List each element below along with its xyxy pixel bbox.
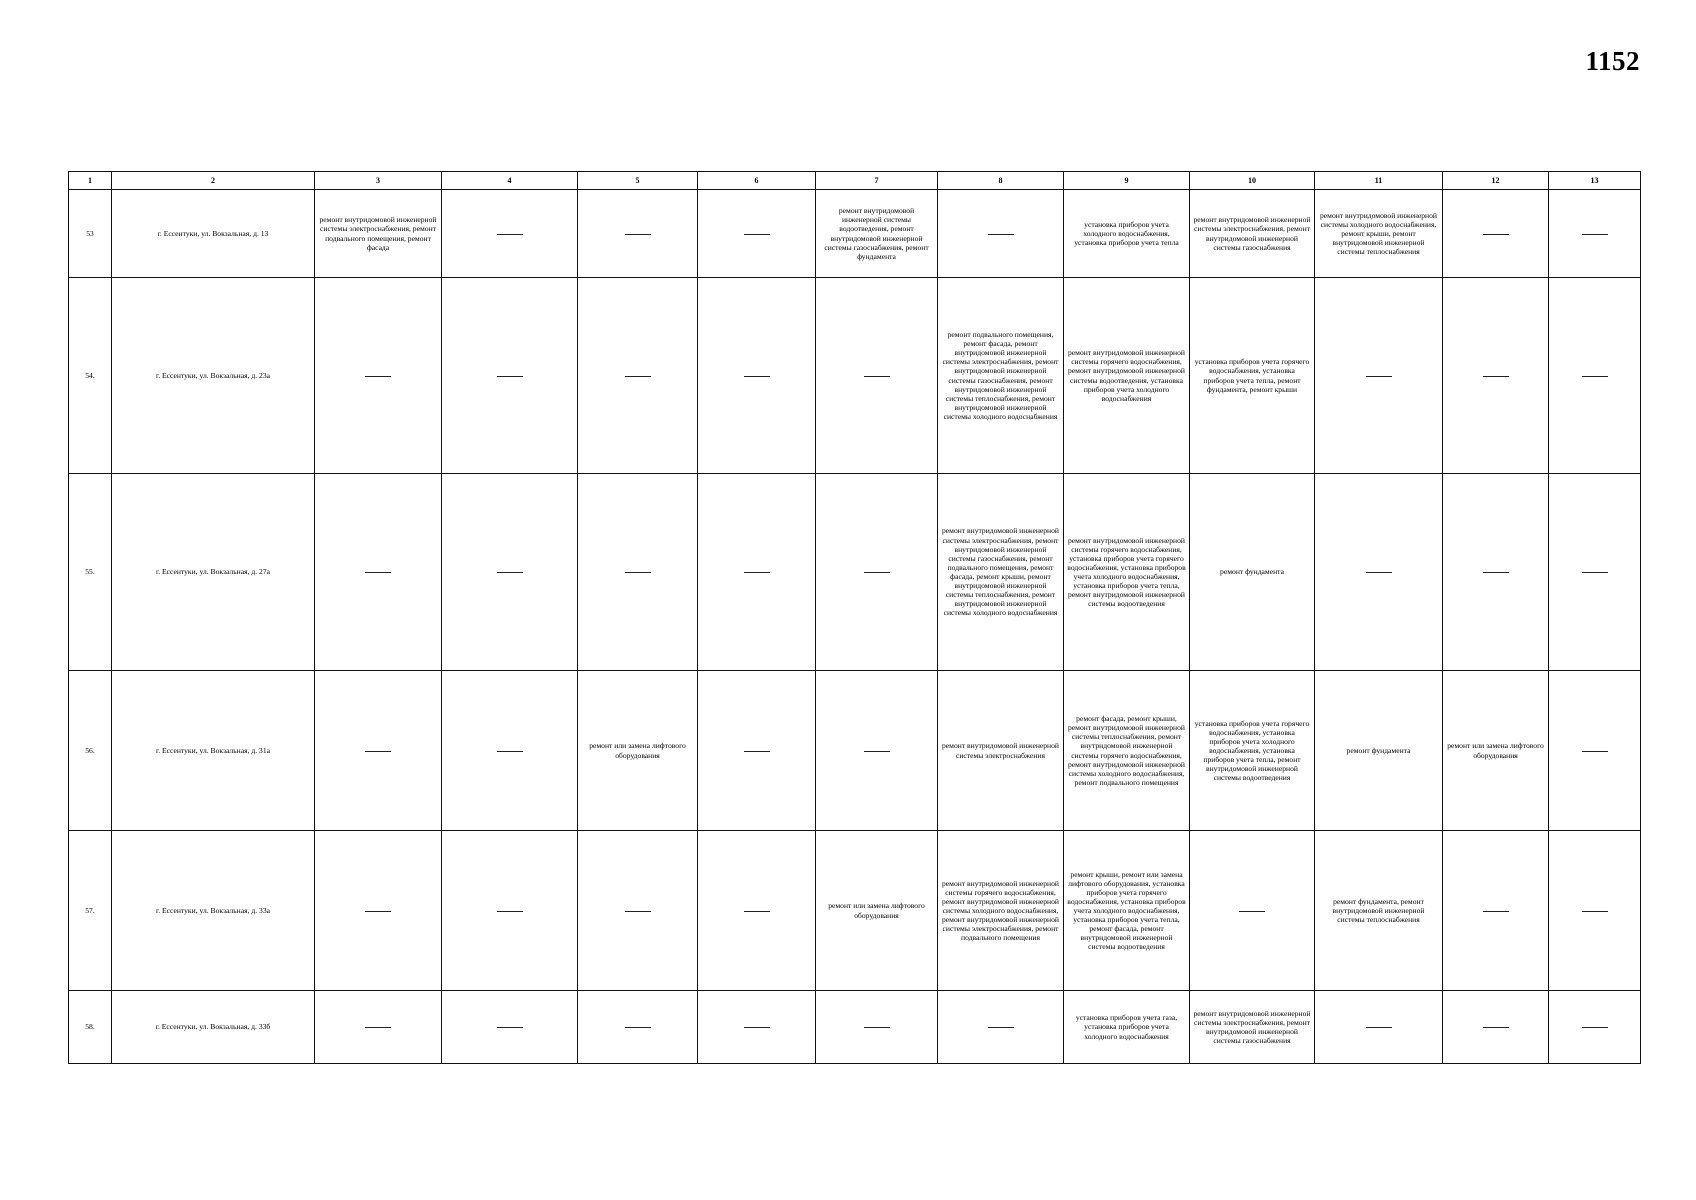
dash-mark — [744, 376, 770, 377]
work-cell: ремонт фасада, ремонт крыши, ремонт внутридомовой инженерной системы теплоснабжения, ремонт внутридомовой инженерной системы горячего водоснабжения, ремонт внутридомовой инженерной системы холодного водоснабжения, ремонт подвального помещения — [1064, 671, 1190, 831]
address-cell: г. Ессентуки, ул. Вокзальная, д. 33а — [112, 831, 315, 991]
dash-mark — [1582, 751, 1608, 752]
address-cell: г. Ессентуки, ул. Вокзальная, д. 33б — [112, 991, 315, 1064]
empty-cell — [315, 278, 442, 474]
dash-mark — [1366, 1027, 1392, 1028]
address-cell: г. Ессентуки, ул. Вокзальная, д. 13 — [112, 190, 315, 278]
table-row — [69, 991, 1641, 1064]
dash-mark — [1582, 376, 1608, 377]
empty-cell — [698, 190, 816, 278]
work-cell: ремонт крыши, ремонт или замена лифтового оборудования, установка приборов учета горячего водоснабжения, установка приборов учета холодного водоснабжения, установка приборов учета тепла, ремонт фасада, ремонт внутридомовой инженерной системы водоотведения — [1064, 831, 1190, 991]
dash-mark — [744, 234, 770, 235]
row-number: 55. — [69, 474, 112, 671]
dash-mark — [1366, 376, 1392, 377]
row-number: 54. — [69, 278, 112, 474]
empty-cell — [1315, 991, 1443, 1064]
dash-mark — [625, 234, 651, 235]
dash-mark — [1483, 376, 1509, 377]
table-row — [69, 190, 1641, 278]
dash-mark — [1582, 234, 1608, 235]
work-cell: установка приборов учета горячего водоснабжения, установка приборов учета холодного водоснабжения, установка приборов учета тепла, ремонт внутридомовой инженерной системы водоотведения — [1190, 671, 1315, 831]
column-header: 3 — [315, 172, 442, 190]
dash-mark — [625, 911, 651, 912]
column-header: 12 — [1443, 172, 1549, 190]
work-cell: ремонт подвального помещения, ремонт фасада, ремонт внутридомовой инженерной системы электроснабжения, ремонт внутридомовой инженерной системы газоснабжения, ремонт внутридомовой инженерной системы теплоснабжения, ремонт внутридомовой инженерной системы холодного водоснабжения — [938, 278, 1064, 474]
work-cell: установка приборов учета газа, установка приборов учета холодного водоснабжения — [1064, 991, 1190, 1064]
column-header: 4 — [442, 172, 578, 190]
page-number: 1152 — [1585, 46, 1640, 76]
work-cell: ремонт или замена лифтового оборудования — [578, 671, 698, 831]
dash-mark — [497, 572, 523, 573]
empty-cell — [938, 991, 1064, 1064]
empty-cell — [315, 474, 442, 671]
dash-mark — [864, 751, 890, 752]
work-cell: установка приборов учета холодного водоснабжения, установка приборов учета тепла — [1064, 190, 1190, 278]
dash-mark — [988, 234, 1014, 235]
dash-mark — [365, 751, 391, 752]
dash-mark — [744, 572, 770, 573]
dash-mark — [365, 572, 391, 573]
work-cell: ремонт внутридомовой инженерной системы электроснабжения, ремонт подвального помещения, ремонт фасада — [315, 190, 442, 278]
dash-mark — [864, 376, 890, 377]
empty-cell — [1443, 831, 1549, 991]
row-number: 57. — [69, 831, 112, 991]
dash-mark — [1483, 1027, 1509, 1028]
row-number: 56. — [69, 671, 112, 831]
empty-cell — [1190, 831, 1315, 991]
empty-cell — [578, 190, 698, 278]
empty-cell — [1443, 278, 1549, 474]
work-cell: ремонт внутридомовой инженерной системы холодного водоснабжения, ремонт крыши, ремонт внутридомовой инженерной системы теплоснабжения — [1315, 190, 1443, 278]
work-cell: ремонт внутридомовой инженерной системы горячего водоснабжения, ремонт внутридомовой инженерной системы водоотведения, установка приборов учета холодного водоснабжения — [1064, 278, 1190, 474]
row-number: 53 — [69, 190, 112, 278]
empty-cell — [315, 831, 442, 991]
empty-cell — [442, 190, 578, 278]
empty-cell — [1549, 474, 1641, 671]
work-cell: ремонт внутридомовой инженерной системы электроснабжения, ремонт внутридомовой инженерной системы газоснабжения — [1190, 190, 1315, 278]
empty-cell — [578, 474, 698, 671]
empty-cell — [1443, 991, 1549, 1064]
dash-mark — [497, 911, 523, 912]
work-cell: ремонт внутридомовой инженерной системы водоотведения, ремонт внутридомовой инженерной системы газоснабжения, ремонт фундамента — [816, 190, 938, 278]
dash-mark — [864, 572, 890, 573]
work-cell: ремонт внутридомовой инженерной системы горячего водоснабжения, ремонт внутридомовой инженерной системы холодного водоснабжения, ремонт внутридомовой инженерной системы электроснабжения, ремонт подвального помещения — [938, 831, 1064, 991]
empty-cell — [442, 474, 578, 671]
empty-cell — [816, 474, 938, 671]
empty-cell — [698, 278, 816, 474]
empty-cell — [1549, 190, 1641, 278]
dash-mark — [625, 376, 651, 377]
column-header: 5 — [578, 172, 698, 190]
column-header: 13 — [1549, 172, 1641, 190]
empty-cell — [1443, 190, 1549, 278]
table-row — [69, 474, 1641, 671]
column-header: 11 — [1315, 172, 1443, 190]
column-header: 7 — [816, 172, 938, 190]
address-cell: г. Ессентуки, ул. Вокзальная, д. 31а — [112, 671, 315, 831]
empty-cell — [816, 278, 938, 474]
work-cell: ремонт фундамента — [1315, 671, 1443, 831]
empty-cell — [698, 474, 816, 671]
dash-mark — [497, 1027, 523, 1028]
dash-mark — [497, 751, 523, 752]
dash-mark — [365, 376, 391, 377]
dash-mark — [497, 234, 523, 235]
work-cell: ремонт фундамента — [1190, 474, 1315, 671]
empty-cell — [816, 671, 938, 831]
dash-mark — [1483, 234, 1509, 235]
empty-cell — [698, 831, 816, 991]
work-cell: ремонт фундамента, ремонт внутридомовой инженерной системы теплоснабжения — [1315, 831, 1443, 991]
empty-cell — [1549, 991, 1641, 1064]
dash-mark — [988, 1027, 1014, 1028]
column-header: 1 — [69, 172, 112, 190]
empty-cell — [442, 278, 578, 474]
work-cell: установка приборов учета горячего водоснабжения, установка приборов учета тепла, ремонт фундамента, ремонт крыши — [1190, 278, 1315, 474]
empty-cell — [816, 991, 938, 1064]
work-cell: ремонт внутридомовой инженерной системы электроснабжения, ремонт внутридомовой инженерной системы газоснабжения — [1190, 991, 1315, 1064]
dash-mark — [365, 1027, 391, 1028]
dash-mark — [1483, 911, 1509, 912]
dash-mark — [864, 1027, 890, 1028]
empty-cell — [315, 991, 442, 1064]
column-header: 6 — [698, 172, 816, 190]
dash-mark — [1582, 572, 1608, 573]
work-cell: ремонт или замена лифтового оборудования — [1443, 671, 1549, 831]
empty-cell — [315, 671, 442, 831]
dash-mark — [1366, 572, 1392, 573]
table-row — [69, 278, 1641, 474]
empty-cell — [578, 991, 698, 1064]
empty-cell — [578, 831, 698, 991]
dash-mark — [1483, 572, 1509, 573]
column-number-row — [69, 172, 1641, 190]
empty-cell — [442, 671, 578, 831]
table-row — [69, 831, 1641, 991]
empty-cell — [1443, 474, 1549, 671]
table-body — [69, 190, 1641, 1064]
work-cell: ремонт внутридомовой инженерной системы электроснабжения, ремонт внутридомовой инженерной системы газоснабжения, ремонт подвального помещения, ремонт фасада, ремонт крыши, ремонт внутридомовой инженерной системы теплоснабжения, ремонт внутридомовой инженерной системы холодного водоснабжения — [938, 474, 1064, 671]
empty-cell — [442, 991, 578, 1064]
work-cell: ремонт или замена лифтового оборудования — [816, 831, 938, 991]
empty-cell — [1549, 831, 1641, 991]
empty-cell — [698, 991, 816, 1064]
empty-cell — [1315, 474, 1443, 671]
address-cell: г. Ессентуки, ул. Вокзальная, д. 23а — [112, 278, 315, 474]
dash-mark — [1239, 911, 1265, 912]
dash-mark — [365, 911, 391, 912]
table-header — [69, 172, 1641, 190]
dash-mark — [1582, 911, 1608, 912]
column-header: 2 — [112, 172, 315, 190]
empty-cell — [1315, 278, 1443, 474]
table-row — [69, 671, 1641, 831]
row-number: 58. — [69, 991, 112, 1064]
dash-mark — [744, 751, 770, 752]
dash-mark — [744, 911, 770, 912]
column-header: 10 — [1190, 172, 1315, 190]
empty-cell — [442, 831, 578, 991]
dash-mark — [744, 1027, 770, 1028]
dash-mark — [625, 1027, 651, 1028]
dash-mark — [1582, 1027, 1608, 1028]
work-cell: ремонт внутридомовой инженерной системы электроснабжения — [938, 671, 1064, 831]
empty-cell — [938, 190, 1064, 278]
column-header: 9 — [1064, 172, 1190, 190]
dash-mark — [625, 572, 651, 573]
empty-cell — [698, 671, 816, 831]
address-cell: г. Ессентуки, ул. Вокзальная, д. 27а — [112, 474, 315, 671]
repair-schedule-table — [68, 171, 1641, 1064]
column-header: 8 — [938, 172, 1064, 190]
empty-cell — [1549, 671, 1641, 831]
empty-cell — [578, 278, 698, 474]
empty-cell — [1549, 278, 1641, 474]
dash-mark — [497, 376, 523, 377]
work-cell: ремонт внутридомовой инженерной системы горячего водоснабжения, установка приборов учета горячего водоснабжения, установка приборов учета холодного водоснабжения, установка приборов учета тепла, ремонт внутридомовой инженерной системы водоотведения — [1064, 474, 1190, 671]
